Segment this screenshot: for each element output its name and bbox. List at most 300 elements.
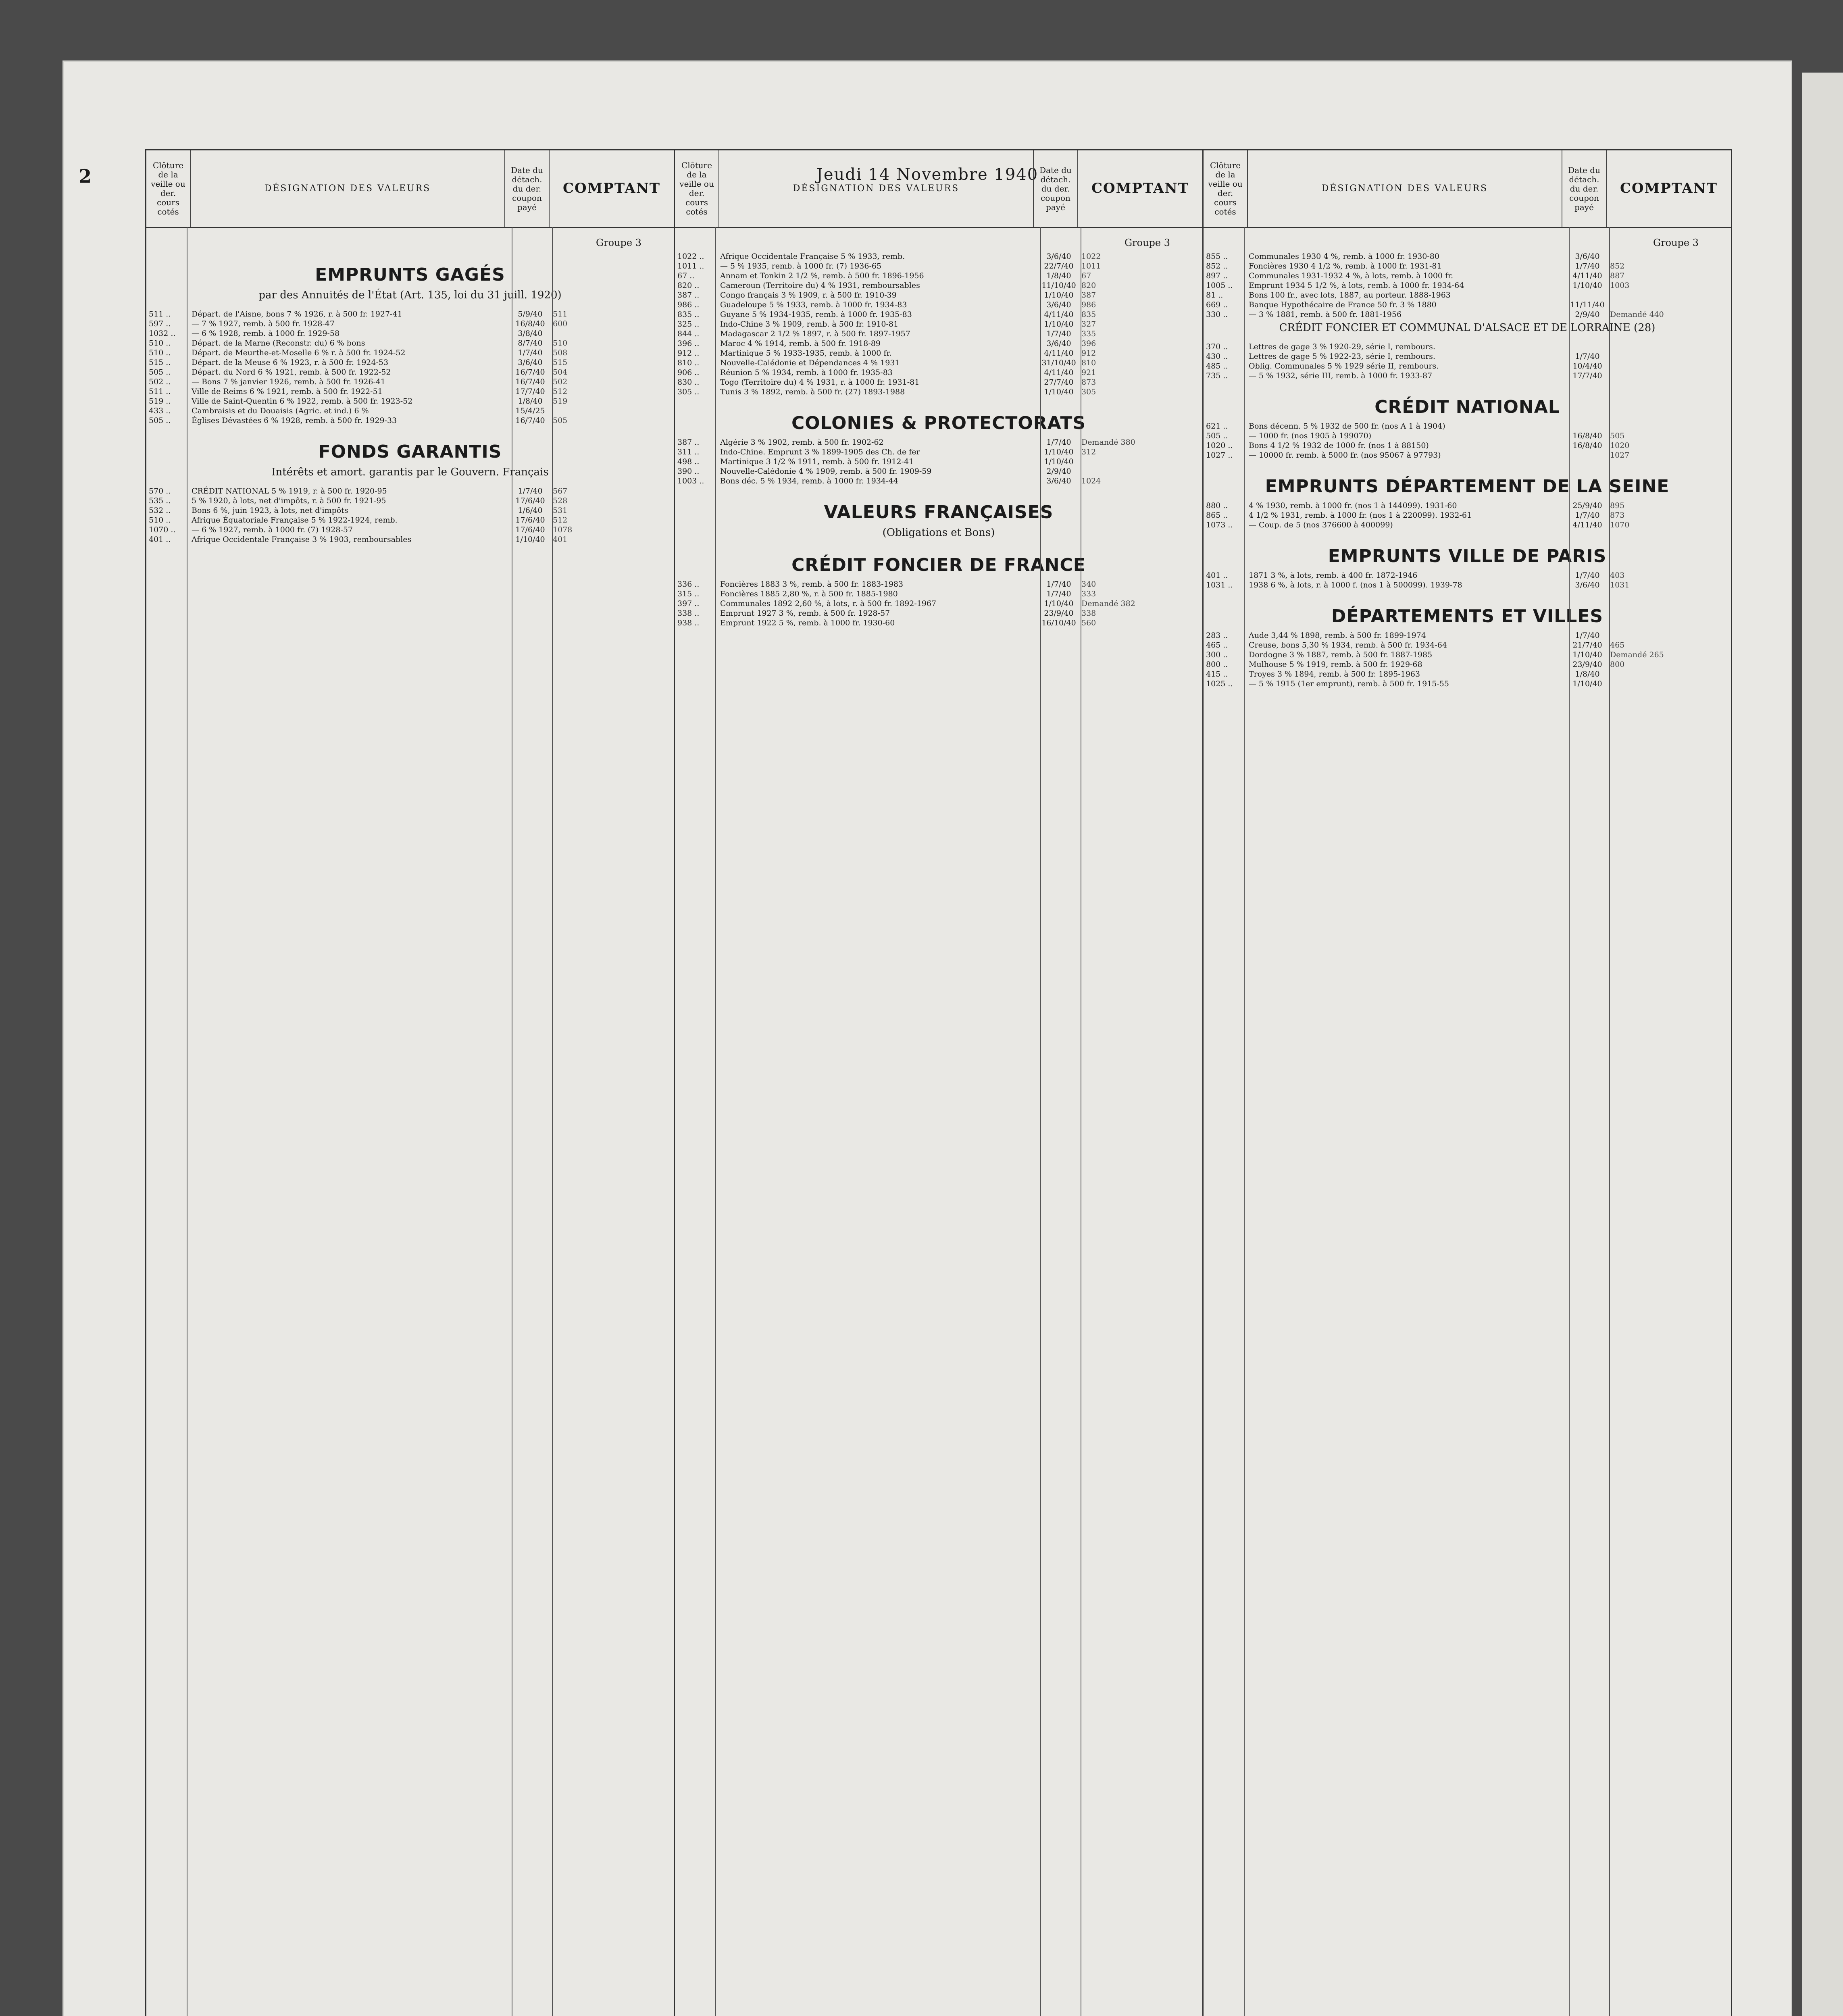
cloture-value: 387 .. — [677, 291, 700, 300]
section-title: EMPRUNTS GAGÉS — [315, 264, 505, 285]
coupon-date: 11/11/40 — [1570, 300, 1605, 309]
coupon-date: 17/7/40 — [515, 387, 545, 396]
header-cloture: Clôture de la veille ou der. cours cotés — [1204, 150, 1248, 227]
cloture-value: 1032 .. — [149, 329, 176, 338]
comptant-value: 465 — [1610, 641, 1625, 650]
group-label: Groupe 3 — [596, 237, 641, 248]
security-designation: — 5 % 1932, série III, remb. à 1000 fr. 1933-87 — [1249, 371, 1433, 380]
cloture-value: 81 .. — [1206, 291, 1223, 300]
cloture-value: 835 .. — [677, 310, 700, 319]
table-row — [1204, 431, 1731, 441]
comptant-value: 511 — [553, 310, 568, 319]
security-designation: 1938 6 %, à lots, r. à 1000 f. (nos 1 à 500099). 1939-78 — [1249, 581, 1462, 589]
section-subtitle: Intérêts et amort. garantis par le Gouvern. Français — [271, 466, 549, 478]
coupon-date: 16/8/40 — [1572, 441, 1602, 450]
cloture-value: 1003 .. — [677, 477, 704, 485]
security-designation: Foncières 1930 4 1/2 %, remb. à 1000 fr. 1931-81 — [1249, 262, 1442, 271]
table-row — [1204, 520, 1731, 530]
coupon-date: 17/6/40 — [515, 516, 545, 525]
coupon-date: 1/7/40 — [1575, 262, 1600, 271]
coupon-date: 5/9/40 — [518, 310, 543, 319]
comptant-value — [1608, 371, 1731, 381]
security-designation: Indo-Chine 3 % 1909, remb. à 500 fr. 1910-81 — [720, 320, 899, 329]
cloture-value: 338 .. — [677, 609, 700, 618]
security-designation: Dordogne 3 % 1887, remb. à 500 fr. 1887-1985 — [1249, 650, 1433, 659]
comptant-value: 560 — [1081, 619, 1096, 627]
coupon-date: 22/7/40 — [1044, 262, 1074, 271]
cloture-value: 415 .. — [1206, 670, 1228, 679]
comptant-value — [1608, 361, 1731, 371]
security-designation: — 5 % 1915 (1er emprunt), remb. à 500 fr. 1915-55 — [1249, 679, 1449, 688]
coupon-date: 1/7/40 — [1046, 329, 1071, 338]
cloture-value: 1073 .. — [1206, 521, 1233, 529]
security-designation: Départ. de la Marne (Reconstr. du) 6 % bons — [192, 339, 365, 348]
comptant-value: 567 — [553, 487, 568, 496]
header-date: Date du détach. du der. coupon payé — [1562, 150, 1607, 227]
header-comptant: COMPTANT — [1091, 180, 1189, 197]
section-title: VALEURS FRANÇAISES — [824, 502, 1054, 523]
column-rule — [1569, 227, 1570, 2016]
column-rule — [715, 227, 716, 2016]
table-row — [146, 348, 674, 358]
cloture-value: 880 .. — [1206, 501, 1228, 510]
table-row — [1204, 271, 1731, 281]
coupon-date: 3/6/40 — [1575, 252, 1600, 261]
coupon-date: 23/9/40 — [1044, 609, 1074, 618]
table-row — [675, 310, 1202, 319]
comptant-value: Demandé 265 — [1610, 650, 1664, 659]
coupon-date: 3/6/40 — [1046, 339, 1071, 348]
cloture-value: 735 .. — [1206, 371, 1228, 380]
security-designation: Réunion 5 % 1934, remb. à 1000 fr. 1935-83 — [720, 368, 893, 377]
security-designation: Aude 3,44 % 1898, remb. à 500 fr. 1899-1974 — [1249, 631, 1426, 640]
comptant-value: 515 — [553, 358, 568, 367]
comptant-value: 396 — [1081, 339, 1096, 348]
table-row — [675, 447, 1202, 457]
cloture-value: 597 .. — [149, 319, 171, 328]
cloture-value: 830 .. — [677, 378, 700, 387]
table-row — [1204, 371, 1731, 381]
security-designation: Annam et Tonkin 2 1/2 %, remb. à 500 fr. 1896-1956 — [720, 271, 924, 280]
security-designation: Togo (Territoire du) 4 % 1931, r. à 1000 fr. 1931-81 — [720, 378, 920, 387]
security-designation: Foncières 1885 2,80 %, r. à 500 fr. 1885-1980 — [720, 589, 898, 598]
coupon-date — [1567, 421, 1608, 431]
column-header — [675, 150, 1202, 228]
security-designation: Martinique 3 1/2 % 1911, remb. à 500 fr. 1912-41 — [720, 457, 914, 466]
cloture-value: 535 .. — [149, 496, 171, 505]
table-row — [146, 396, 674, 406]
comptant-value: 512 — [553, 387, 568, 396]
table-row — [146, 367, 674, 377]
security-designation: — 6 % 1928, remb. à 1000 fr. 1929-58 — [192, 329, 340, 338]
header-designation: DÉSIGNATION DES VALEURS — [191, 150, 505, 227]
quotation-column-2 — [675, 150, 1204, 2016]
coupon-date: 1/8/40 — [1575, 670, 1600, 679]
security-designation: Bons décenn. 5 % 1932 de 500 fr. (nos A 1 à 1904) — [1249, 422, 1445, 431]
table-row — [675, 618, 1202, 628]
header-designation: DÉSIGNATION DES VALEURS — [1248, 150, 1562, 227]
table-row — [675, 281, 1202, 290]
coupon-date: 1/10/40 — [515, 535, 545, 544]
section-subtitle: (Obligations et Bons) — [882, 527, 995, 539]
table-row — [675, 437, 1202, 447]
security-designation: Tunis 3 % 1892, remb. à 500 fr. (27) 1893-1988 — [720, 387, 905, 396]
table-row — [1204, 252, 1731, 261]
coupon-date: 1/8/40 — [518, 397, 543, 406]
table-row — [675, 457, 1202, 467]
table-row — [146, 329, 674, 338]
comptant-value — [550, 406, 674, 416]
header-cloture: Clôture de la veille ou der. cours cotés — [675, 150, 719, 227]
comptant-value: 1011 — [1081, 262, 1101, 271]
comptant-value: 1027 — [1610, 451, 1630, 460]
table-row — [146, 535, 674, 544]
coupon-date: 16/8/40 — [515, 319, 545, 328]
comptant-value — [1608, 252, 1731, 261]
coupon-date: 16/7/40 — [515, 416, 545, 425]
table-row — [675, 467, 1202, 476]
cloture-value: 800 .. — [1206, 660, 1228, 669]
column-rule — [1040, 227, 1041, 2016]
section-title: CRÉDIT NATIONAL — [1374, 397, 1560, 417]
comptant-value: 835 — [1081, 310, 1096, 319]
comptant-value: 401 — [553, 535, 568, 544]
comptant-value: 873 — [1610, 511, 1625, 520]
cloture-value: 820 .. — [677, 281, 700, 290]
cloture-value: 510 .. — [149, 516, 171, 525]
section-title: DÉPARTEMENTS ET VILLES — [1331, 606, 1604, 627]
comptant-value: 338 — [1081, 609, 1096, 618]
comptant-value: 312 — [1081, 448, 1096, 456]
coupon-date: 1/10/40 — [1044, 599, 1074, 608]
comptant-value — [1079, 467, 1202, 476]
table-row — [1204, 631, 1731, 640]
comptant-value: Demandé 382 — [1081, 599, 1135, 608]
table-row — [146, 309, 674, 319]
table-row — [146, 406, 674, 416]
comptant-value — [1608, 352, 1731, 361]
comptant-value: 912 — [1081, 349, 1096, 358]
comptant-value: 528 — [553, 496, 568, 505]
header-comptant: COMPTANT — [562, 180, 661, 197]
comptant-value: 502 — [553, 377, 568, 386]
security-designation: Communales 1931-1932 4 %, à lots, remb. à 1000 fr. — [1249, 271, 1454, 280]
security-designation: — 5 % 1935, remb. à 1000 fr. (7) 1936-65 — [720, 262, 882, 271]
cloture-value: 844 .. — [677, 329, 700, 338]
comptant-value: 305 — [1081, 387, 1096, 396]
coupon-date: 1/10/40 — [1044, 291, 1074, 300]
table-row — [1204, 669, 1731, 679]
security-designation: Guadeloupe 5 % 1933, remb. à 1000 fr. 1934-83 — [720, 300, 907, 309]
coupon-date: 4/11/40 — [1572, 271, 1602, 280]
security-designation: Lettres de gage 3 % 1920-29, série I, rembours. — [1249, 342, 1435, 351]
security-designation: 1871 3 %, à lots, remb. à 400 fr. 1872-1946 — [1249, 571, 1418, 580]
comptant-value: 1070 — [1610, 521, 1630, 529]
coupon-date — [1567, 450, 1608, 460]
security-designation: Emprunt 1927 3 %, remb. à 500 fr. 1928-57 — [720, 609, 890, 618]
security-designation: Départ. de l'Aisne, bons 7 % 1926, r. à 500 fr. 1927-41 — [192, 310, 402, 319]
table-row — [1204, 679, 1731, 689]
cloture-value: 336 .. — [677, 580, 700, 589]
coupon-date: 2/9/40 — [1046, 467, 1071, 476]
table-row — [146, 338, 674, 348]
cloture-value: 387 .. — [677, 438, 700, 447]
coupon-date: 1/7/40 — [518, 348, 543, 357]
security-designation: Troyes 3 % 1894, remb. à 500 fr. 1895-1963 — [1249, 670, 1420, 679]
coupon-date: 17/6/40 — [515, 496, 545, 505]
cloture-value: 430 .. — [1206, 352, 1228, 361]
cloture-value: 505 .. — [149, 416, 171, 425]
security-designation: Bons 4 1/2 % 1932 de 1000 fr. (nos 1 à 88150) — [1249, 441, 1429, 450]
quotation-column-1 — [146, 150, 675, 2016]
comptant-value: 335 — [1081, 329, 1096, 338]
security-designation: — Coup. de 5 (nos 376600 à 400099) — [1249, 521, 1393, 529]
security-designation: Églises Dévastées 6 % 1928, remb. à 500 fr. 1929-33 — [192, 416, 397, 425]
coupon-date: 1/7/40 — [1575, 352, 1600, 361]
table-row — [675, 271, 1202, 281]
table-row — [1204, 261, 1731, 271]
cloture-value: 401 .. — [1206, 571, 1228, 580]
comptant-value — [1608, 669, 1731, 679]
coupon-date: 1/7/40 — [1575, 511, 1600, 520]
section-title: COLONIES & PROTECTORATS — [791, 413, 1086, 433]
cloture-value: 810 .. — [677, 358, 700, 367]
security-designation: — 7 % 1927, remb. à 500 fr. 1928-47 — [192, 319, 335, 328]
table-row — [146, 387, 674, 396]
cloture-value: 1070 .. — [149, 525, 176, 534]
security-designation: CRÉDIT NATIONAL 5 % 1919, r. à 500 fr. 1920-95 — [192, 487, 387, 496]
comptant-value: 403 — [1610, 571, 1625, 580]
security-designation: 4 % 1930, remb. à 1000 fr. (nos 1 à 144099). 1931-60 — [1249, 501, 1457, 510]
table-row — [675, 476, 1202, 486]
cloture-value: 67 .. — [677, 271, 695, 280]
table-row — [1204, 361, 1731, 371]
cloture-value: 897 .. — [1206, 271, 1228, 280]
table-row — [146, 515, 674, 525]
cloture-value: 325 .. — [677, 320, 700, 329]
coupon-date: 16/8/40 — [1572, 431, 1602, 440]
table-row — [675, 387, 1202, 397]
comptant-value: 333 — [1081, 589, 1096, 598]
coupon-date: 1/10/40 — [1572, 281, 1602, 290]
header-comptant: COMPTANT — [1620, 180, 1718, 197]
cloture-value: 433 .. — [149, 406, 171, 415]
cloture-value: 1025 .. — [1206, 679, 1233, 688]
column-body — [675, 228, 1202, 628]
coupon-date: 2/9/40 — [1575, 310, 1600, 319]
comptant-value: 986 — [1081, 300, 1096, 309]
security-designation: — 3 % 1881, remb. à 500 fr. 1881-1956 — [1249, 310, 1402, 319]
cloture-value: 330 .. — [1206, 310, 1228, 319]
security-designation: Indo-Chine. Emprunt 3 % 1899-1905 des Ch. de fer — [720, 448, 920, 456]
comptant-value: 505 — [1610, 431, 1625, 440]
group-label: Groupe 3 — [1124, 237, 1170, 248]
security-designation: 4 1/2 % 1931, remb. à 1000 fr. (nos 1 à 220099). 1932-61 — [1249, 511, 1472, 520]
security-designation: Bons déc. 5 % 1934, remb. à 1000 fr. 1934-44 — [720, 477, 898, 485]
comptant-value: 510 — [553, 339, 568, 348]
security-designation: Nouvelle-Calédonie 4 % 1909, remb. à 500 fr. 1909-59 — [720, 467, 932, 476]
comptant-value: 512 — [553, 516, 568, 525]
coupon-date: 3/6/40 — [1046, 300, 1071, 309]
cloture-value: 502 .. — [149, 377, 171, 386]
table-row — [1204, 300, 1731, 310]
table-row — [675, 329, 1202, 339]
comptant-value: 1020 — [1610, 441, 1630, 450]
comptant-value: 1031 — [1610, 581, 1630, 589]
table-row — [146, 416, 674, 425]
coupon-date: 4/11/40 — [1044, 349, 1074, 358]
security-designation: — 10000 fr. remb. à 5000 fr. (nos 95067 à 97793) — [1249, 451, 1441, 460]
security-designation: Afrique Occidentale Française 5 % 1933, remb. — [720, 252, 905, 261]
coupon-date: 1/6/40 — [518, 506, 543, 515]
cloture-value: 1031 .. — [1206, 581, 1233, 589]
comptant-value — [550, 329, 674, 338]
cloture-value: 485 .. — [1206, 362, 1228, 371]
section-title: EMPRUNTS VILLE DE PARIS — [1328, 546, 1607, 566]
comptant-value — [1608, 421, 1731, 431]
cloture-value: 511 .. — [149, 310, 171, 319]
cloture-value: 906 .. — [677, 368, 700, 377]
cloture-value: 300 .. — [1206, 650, 1228, 659]
coupon-date: 31/10/40 — [1041, 358, 1076, 367]
cloture-value: 510 .. — [149, 339, 171, 348]
cloture-value: 505 .. — [1206, 431, 1228, 440]
coupon-date: 1/10/40 — [1044, 320, 1074, 329]
column-rule — [1244, 227, 1245, 2016]
security-designation: Martinique 5 % 1933-1935, remb. à 1000 fr. — [720, 349, 892, 358]
cloture-value: 390 .. — [677, 467, 700, 476]
comptant-value: 1003 — [1610, 281, 1630, 290]
security-designation: Bons 6 %, juin 1923, à lots, net d'impôts — [192, 506, 348, 515]
security-designation: Afrique Occidentale Française 3 % 1903, remboursables — [192, 535, 412, 544]
comptant-value: 508 — [553, 348, 568, 357]
cloture-value: 397 .. — [677, 599, 700, 608]
comptant-value: 1078 — [553, 525, 573, 534]
table-row — [1204, 352, 1731, 361]
table-row — [1204, 421, 1731, 431]
cloture-value: 912 .. — [677, 349, 700, 358]
comptant-value: 810 — [1081, 358, 1096, 367]
cloture-value: 621 .. — [1206, 422, 1228, 431]
comptant-value — [1608, 342, 1731, 352]
security-designation: Nouvelle-Calédonie et Dépendances 4 % 1931 — [720, 358, 900, 367]
column-header — [146, 150, 674, 228]
column-header — [1204, 150, 1731, 228]
coupon-date: 3/6/40 — [1575, 581, 1600, 589]
section-title: CRÉDIT FONCIER DE FRANCE — [791, 555, 1086, 575]
comptant-value: 873 — [1081, 378, 1096, 387]
adjacent-page-edge — [1802, 73, 1843, 2016]
section-subtitle: CRÉDIT FONCIER ET COMMUNAL D'ALSACE ET DE LORRAINE (28) — [1279, 322, 1656, 334]
security-designation: Maroc 4 % 1914, remb. à 500 fr. 1918-89 — [720, 339, 881, 348]
cloture-value: 1020 .. — [1206, 441, 1233, 450]
comptant-value: 800 — [1610, 660, 1625, 669]
table-row — [675, 290, 1202, 300]
coupon-date: 3/6/40 — [1046, 477, 1071, 485]
header-date: Date du détach. du der. coupon payé — [1034, 150, 1078, 227]
coupon-date — [1567, 342, 1608, 352]
table-row — [146, 377, 674, 387]
coupon-date: 3/8/40 — [518, 329, 543, 338]
coupon-date: 21/7/40 — [1572, 641, 1602, 650]
table-row — [146, 486, 674, 496]
quotation-table — [145, 149, 1732, 2016]
table-row — [675, 348, 1202, 358]
coupon-date: 10/4/40 — [1572, 362, 1602, 371]
table-row — [1204, 510, 1731, 520]
cloture-value: 865 .. — [1206, 511, 1228, 520]
cloture-value: 1011 .. — [677, 262, 704, 271]
section-title: FONDS GARANTIS — [318, 442, 502, 462]
group-label: Groupe 3 — [1653, 237, 1699, 248]
table-row — [675, 358, 1202, 368]
table-row — [146, 358, 674, 367]
security-designation: Banque Hypothécaire de France 50 fr. 3 % 1880 — [1249, 300, 1437, 309]
cloture-value: 370 .. — [1206, 342, 1228, 351]
coupon-date: 1/7/40 — [1046, 589, 1071, 598]
table-row — [1204, 580, 1731, 590]
coupon-date — [1567, 290, 1608, 300]
table-row — [1204, 640, 1731, 650]
cloture-value: 315 .. — [677, 589, 700, 598]
cloture-value: 498 .. — [677, 457, 700, 466]
comptant-value: 820 — [1081, 281, 1096, 290]
coupon-date: 25/9/40 — [1572, 501, 1602, 510]
cloture-value: 511 .. — [149, 387, 171, 396]
security-designation: Lettres de gage 5 % 1922-23, série I, rembours. — [1249, 352, 1435, 361]
header-cloture: Clôture de la veille ou der. cours cotés — [146, 150, 191, 227]
table-row — [1204, 342, 1731, 352]
comptant-value: 921 — [1081, 368, 1096, 377]
cloture-value: 311 .. — [677, 448, 700, 456]
cloture-value: 938 .. — [677, 619, 700, 627]
table-row — [1204, 501, 1731, 510]
cloture-value: 515 .. — [149, 358, 171, 367]
security-designation: Cameroun (Territoire du) 4 % 1931, remboursables — [720, 281, 920, 290]
coupon-date: 23/9/40 — [1572, 660, 1602, 669]
coupon-date: 1/10/40 — [1572, 679, 1602, 688]
comptant-value: 327 — [1081, 320, 1096, 329]
coupon-date: 17/6/40 — [515, 525, 545, 534]
comptant-value: 340 — [1081, 580, 1096, 589]
security-designation: Creuse, bons 5,30 % 1934, remb. à 500 fr. 1934-64 — [1249, 641, 1447, 650]
cloture-value: 570 .. — [149, 487, 171, 496]
comptant-value: 600 — [553, 319, 568, 328]
security-designation: Cambraisis et du Douaisis (Agric. et ind.) 6 % — [192, 406, 369, 415]
comptant-value: 519 — [553, 397, 568, 406]
page-date: Jeudi 14 Novembre 1940 — [816, 165, 1039, 184]
security-designation: Congo français 3 % 1909, r. à 500 fr. 1910-39 — [720, 291, 897, 300]
coupon-date: 16/7/40 — [515, 368, 545, 377]
coupon-date: 1/10/40 — [1044, 457, 1074, 466]
column-rule — [552, 227, 553, 2016]
cloture-value: 396 .. — [677, 339, 700, 348]
coupon-date: 1/10/40 — [1044, 448, 1074, 456]
header-designation: DÉSIGNATION DES VALEURS — [719, 150, 1034, 227]
coupon-date: 27/7/40 — [1044, 378, 1074, 387]
table-row — [675, 589, 1202, 599]
cloture-value: 1027 .. — [1206, 451, 1233, 460]
table-row — [675, 608, 1202, 618]
security-designation: Bons 100 fr., avec lots, 1887, au porteur. 1888-1963 — [1249, 291, 1451, 300]
table-row — [675, 252, 1202, 261]
security-designation: — Bons 7 % janvier 1926, remb. à 500 fr. 1926-41 — [192, 377, 386, 386]
comptant-value: Demandé 380 — [1081, 438, 1135, 447]
coupon-date: 1/10/40 — [1044, 387, 1074, 396]
table-row — [1204, 441, 1731, 450]
security-designation: Madagascar 2 1/2 % 1897, r. à 500 fr. 1897-1957 — [720, 329, 910, 338]
table-row — [675, 300, 1202, 310]
